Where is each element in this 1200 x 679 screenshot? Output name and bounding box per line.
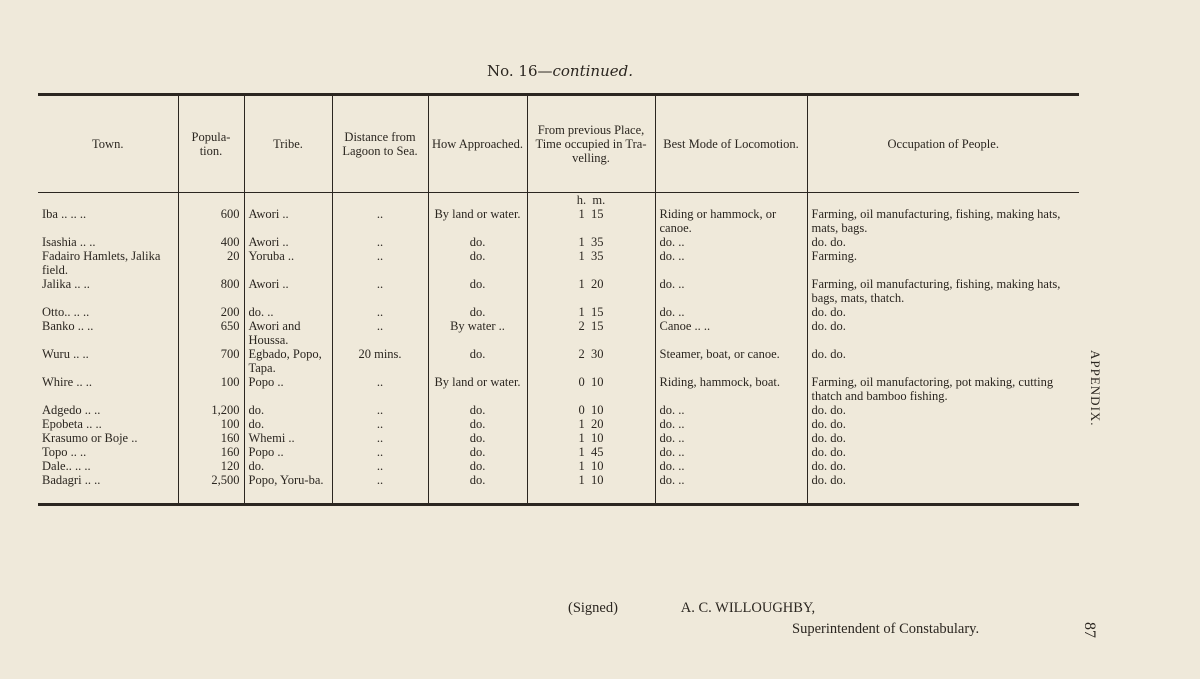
heading-continued: continued. [552,62,633,80]
cell-distance: .. [332,207,428,235]
cell-tribe: Popo .. [244,375,332,403]
cell-population: 200 [178,305,244,319]
cell-mode: do. .. [655,473,807,505]
cell-distance: .. [332,235,428,249]
cell-town: Badagri .. .. [38,473,178,505]
cell-town: Whire .. .. [42,375,92,389]
cell-approach: do. [428,431,527,445]
cell-population: 650 [178,319,244,347]
cell-town: Isashia .. .. [42,235,96,249]
cell-mode: do. .. [655,417,807,431]
cell-time: 1 35 [527,235,655,249]
table-row [38,403,1079,417]
cell-mode: Canoe .. .. [655,319,807,347]
cell-population: 20 [178,249,244,277]
cell-time: 1 15 [527,305,655,319]
cell-approach: do. [428,235,527,249]
table-row [38,249,1079,277]
table-row [38,375,1079,403]
cell-distance: .. [332,319,428,347]
cell-time: 1 10 [527,459,655,473]
cell-tribe: Awori .. [244,207,332,235]
cell-town: Dale.. .. .. [42,459,91,473]
signed-label: (Signed) [568,600,618,616]
time-units: h. m. [527,193,655,208]
cell-time: 1 10 [527,473,655,505]
table-row [38,207,1079,235]
cell-distance: .. [332,473,428,505]
cell-time: 1 10 [527,431,655,445]
table-row [38,347,1079,375]
cell-occupation: do. do. [807,417,1079,431]
cell-town: Topo .. .. [42,445,87,459]
col-distance: Distance from Lagoon to Sea. [332,95,428,193]
cell-town: Fadairo Hamlets, Jalika field. [42,249,161,277]
cell-tribe: do. [244,459,332,473]
cell-town: Jalika .. .. [42,277,90,291]
population-table [38,93,1079,506]
cell-mode: Steamer, boat, or canoe. [655,347,807,375]
cell-mode: do. .. [655,305,807,319]
header-row [38,95,1079,193]
cell-tribe: Awori .. [244,235,332,249]
cell-population: 2,500 [178,473,244,505]
cell-tribe: Awori .. [244,277,332,305]
col-town: Town. [38,95,178,193]
table-row [38,431,1079,445]
cell-distance: .. [332,375,428,403]
cell-occupation: do. do. [807,459,1079,473]
cell-town: Adgedo .. .. [42,403,101,417]
cell-approach: do. [428,249,527,277]
cell-population: 100 [178,417,244,431]
cell-mode: Riding, hammock, boat. [655,375,807,403]
cell-population: 600 [178,207,244,235]
cell-approach: do. [428,347,527,375]
cell-tribe: Popo, Yoru-ba. [244,473,332,505]
cell-occupation: do. do. [807,431,1079,445]
cell-occupation: do. do. [807,305,1079,319]
cell-time: 2 30 [527,347,655,375]
cell-population: 160 [178,431,244,445]
cell-tribe: Popo .. [244,445,332,459]
cell-town: Krasumo or Boje .. [42,431,138,445]
cell-population: 800 [178,277,244,305]
cell-distance: .. [332,417,428,431]
appendix-margin-label: APPENDIX. [1088,350,1103,427]
page-heading [0,62,1120,80]
cell-approach: By land or water. [428,207,527,235]
cell-population: 160 [178,445,244,459]
cell-population: 400 [178,235,244,249]
cell-approach: do. [428,403,527,417]
cell-mode: do. .. [655,249,807,277]
cell-town: Otto.. .. .. [42,305,90,319]
cell-approach: By land or water. [428,375,527,403]
cell-population: 100 [178,375,244,403]
cell-tribe: Yoruba .. [244,249,332,277]
cell-occupation: do. do. [807,347,1079,375]
cell-distance: .. [332,277,428,305]
signature-line [568,600,815,617]
table-row [38,473,1079,505]
cell-distance: .. [332,459,428,473]
cell-mode: do. .. [655,403,807,417]
cell-time: 0 10 [527,403,655,417]
col-mode: Best Mode of Locomotion. [655,95,807,193]
cell-occupation: do. do. [807,235,1079,249]
signatory-title: Superintendent of Constabulary. [792,621,980,637]
cell-occupation: do. do. [807,403,1079,417]
cell-time: 0 10 [527,375,655,403]
col-population: Popula-tion. [178,95,244,193]
page-number: 87 [1081,622,1098,638]
cell-time: 1 45 [527,445,655,459]
cell-distance: .. [332,305,428,319]
cell-occupation: Farming, oil manufacturing, fishing, making hats, mats, bags. [807,207,1079,235]
cell-tribe: do. [244,403,332,417]
cell-mode: do. .. [655,459,807,473]
signatory-name: A. C. WILLOUGHBY, [680,600,816,616]
col-approach: How Approached. [428,95,527,193]
cell-time: 1 35 [527,249,655,277]
cell-distance: .. [332,249,428,277]
cell-mode: do. .. [655,277,807,305]
table-row [38,319,1079,347]
cell-tribe: Egbado, Popo, Tapa. [244,347,332,375]
cell-town: Wuru .. .. [42,347,89,361]
cell-occupation: do. do. [807,319,1079,347]
spacer-row [38,193,1079,208]
cell-tribe: Whemi .. [244,431,332,445]
cell-occupation: Farming, oil manufactoring, pot making, cutting thatch and bamboo fishing. [807,375,1079,403]
table-row [38,305,1079,319]
cell-tribe: do. .. [244,305,332,319]
cell-population: 1,200 [178,403,244,417]
cell-distance: .. [332,403,428,417]
cell-distance: 20 mins. [332,347,428,375]
table-row [38,235,1079,249]
cell-mode: do. .. [655,235,807,249]
cell-approach: By water .. [428,319,527,347]
col-occupation: Occupation of People. [807,95,1079,193]
cell-approach: do. [428,417,527,431]
cell-occupation: do. do. [807,445,1079,459]
cell-mode: do. .. [655,431,807,445]
cell-occupation: do. do. [807,473,1079,505]
cell-tribe: do. [244,417,332,431]
cell-time: 2 15 [527,319,655,347]
table-row [38,417,1079,431]
cell-approach: do. [428,277,527,305]
cell-approach: do. [428,305,527,319]
cell-population: 120 [178,459,244,473]
cell-tribe: Awori and Houssa. [244,319,332,347]
cell-time: 1 15 [527,207,655,235]
cell-time: 1 20 [527,277,655,305]
cell-approach: do. [428,459,527,473]
cell-occupation: Farming. [807,249,1079,277]
cell-population: 700 [178,347,244,375]
col-tribe: Tribe. [244,95,332,193]
cell-mode: do. .. [655,445,807,459]
table-row [38,445,1079,459]
cell-town: Iba .. .. .. [42,207,87,221]
cell-mode: Riding or hammock, or canoe. [655,207,807,235]
cell-time: 1 20 [527,417,655,431]
cell-occupation: Farming, oil manufacturing, fishing, making hats, bags, mats, thatch. [807,277,1079,305]
table-row [38,459,1079,473]
table-row [38,277,1079,305]
cell-town: Epobeta .. .. [42,417,102,431]
cell-distance: .. [332,445,428,459]
cell-approach: do. [428,473,527,505]
col-time: From previous Place, Time occupied in Tra-velling. [527,95,655,193]
cell-town: Banko .. .. [42,319,94,333]
cell-approach: do. [428,445,527,459]
cell-distance: .. [332,431,428,445]
heading-number: No. 16— [486,62,553,80]
